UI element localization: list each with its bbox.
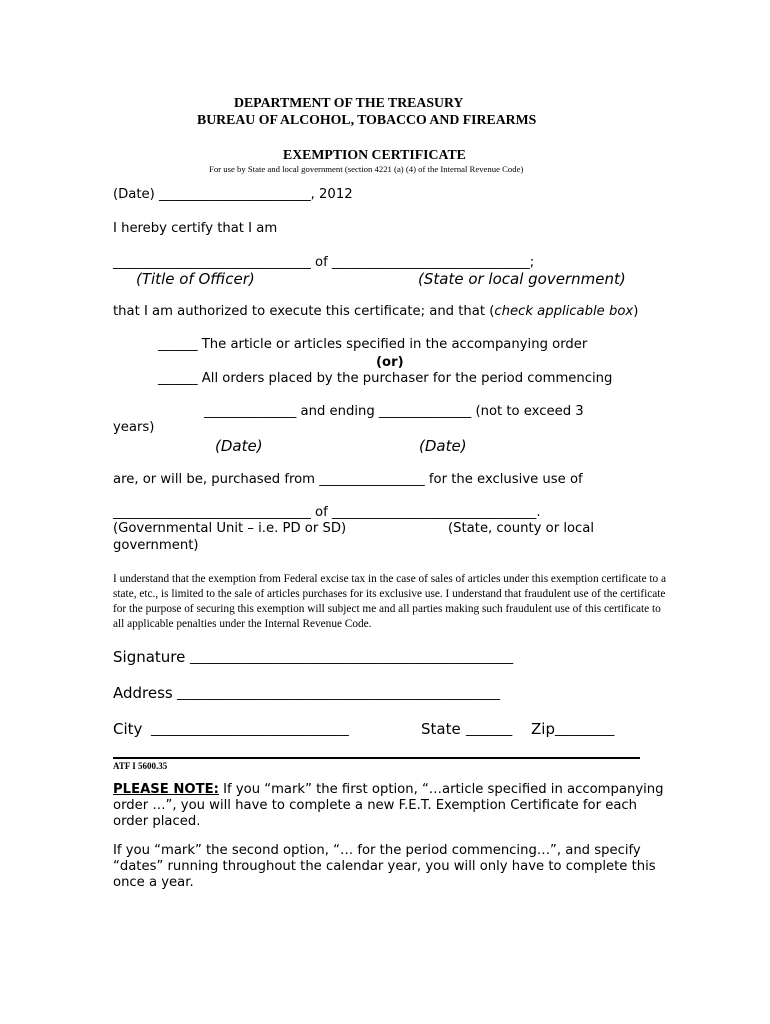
signature-label: Signature	[113, 648, 186, 666]
period-dates-line[interactable]: ______________ and ending ______________ (not to exceed 3	[204, 404, 584, 419]
note-second-option: If you “mark” the second option, “… for the period commencing…”, and specify “dates” running throughout the calendar year, you will only have to complete this once a year.	[113, 843, 656, 890]
page-subtitle: For use by State and local government (section 4221 (a) (4) of the Internal Revenue Code)	[209, 164, 524, 174]
date-label-end: (Date)	[419, 437, 467, 455]
years-text: years)	[113, 420, 155, 435]
city-label: City	[113, 720, 143, 738]
check-applicable-box-text: check applicable box	[494, 304, 634, 319]
governmental-unit-label: (Governmental Unit – i.e. PD or SD)	[113, 521, 347, 536]
understand-paragraph: I understand that the exemption from Federal excise tax in the case of sales of articles under this exemption certificate to a state, etc., is limited to the sale of articles purchases for its exclusive use. I understand that fraudulent use of the certificate for the purpose of securing this exemption will subject me and all parties making such fraudulent use of this certificate to all applicable penalties under the Internal Revenue Code.	[113, 573, 667, 630]
authorized-text: that I am authorized to execute this certificate; and that (check applicable box)	[113, 304, 639, 319]
zip-field[interactable]: _________	[555, 722, 615, 737]
title-of-officer-label: (Title of Officer)	[136, 270, 255, 288]
form-number: ATF I 5600.35	[113, 761, 168, 771]
note-first-option: PLEASE NOTE: If you “mark” the first option, “…article specified in accompanying order …”, you will have to complete a new F.E.T. Exemption Certificate for each order placed.	[113, 782, 664, 829]
governmental-unit-line[interactable]: ______________________________ of _______________________________.	[113, 505, 541, 520]
officer-line[interactable]: ______________________________ of ______________________________;	[113, 255, 535, 270]
state-county-label: (State, county or local	[448, 521, 595, 536]
please-note-label: PLEASE NOTE:	[113, 782, 219, 797]
government-label: government)	[113, 538, 199, 553]
divider-rule	[113, 757, 640, 759]
date-label-start: (Date)	[215, 437, 263, 455]
zip-label: Zip	[531, 720, 555, 738]
state-label: State	[421, 720, 461, 738]
header-department: DEPARTMENT OF THE TREASURY	[234, 95, 464, 110]
address-label: Address	[113, 684, 173, 702]
option-period[interactable]: ______ All orders placed by the purchaser for the period commencing	[158, 371, 613, 386]
signature-field[interactable]: _________________________________________________	[190, 650, 514, 665]
page-title: EXEMPTION CERTIFICATE	[283, 147, 466, 162]
header-bureau: BUREAU OF ALCOHOL, TOBACCO AND FIREARMS	[197, 112, 537, 127]
or-separator: (or)	[376, 355, 404, 370]
certify-text: I hereby certify that I am	[113, 221, 278, 236]
address-field[interactable]: _________________________________________________	[177, 686, 501, 701]
date-field[interactable]: (Date) _______________________, 2012	[113, 187, 353, 202]
state-field[interactable]: _______	[466, 722, 513, 737]
option-accompanying-order[interactable]: ______ The article or articles specified in the accompanying order	[158, 337, 588, 352]
state-local-government-label: (State or local government)	[418, 270, 626, 288]
city-field[interactable]: ______________________________	[151, 722, 349, 737]
purchased-from-line[interactable]: are, or will be, purchased from ________________ for the exclusive use of	[113, 472, 583, 487]
